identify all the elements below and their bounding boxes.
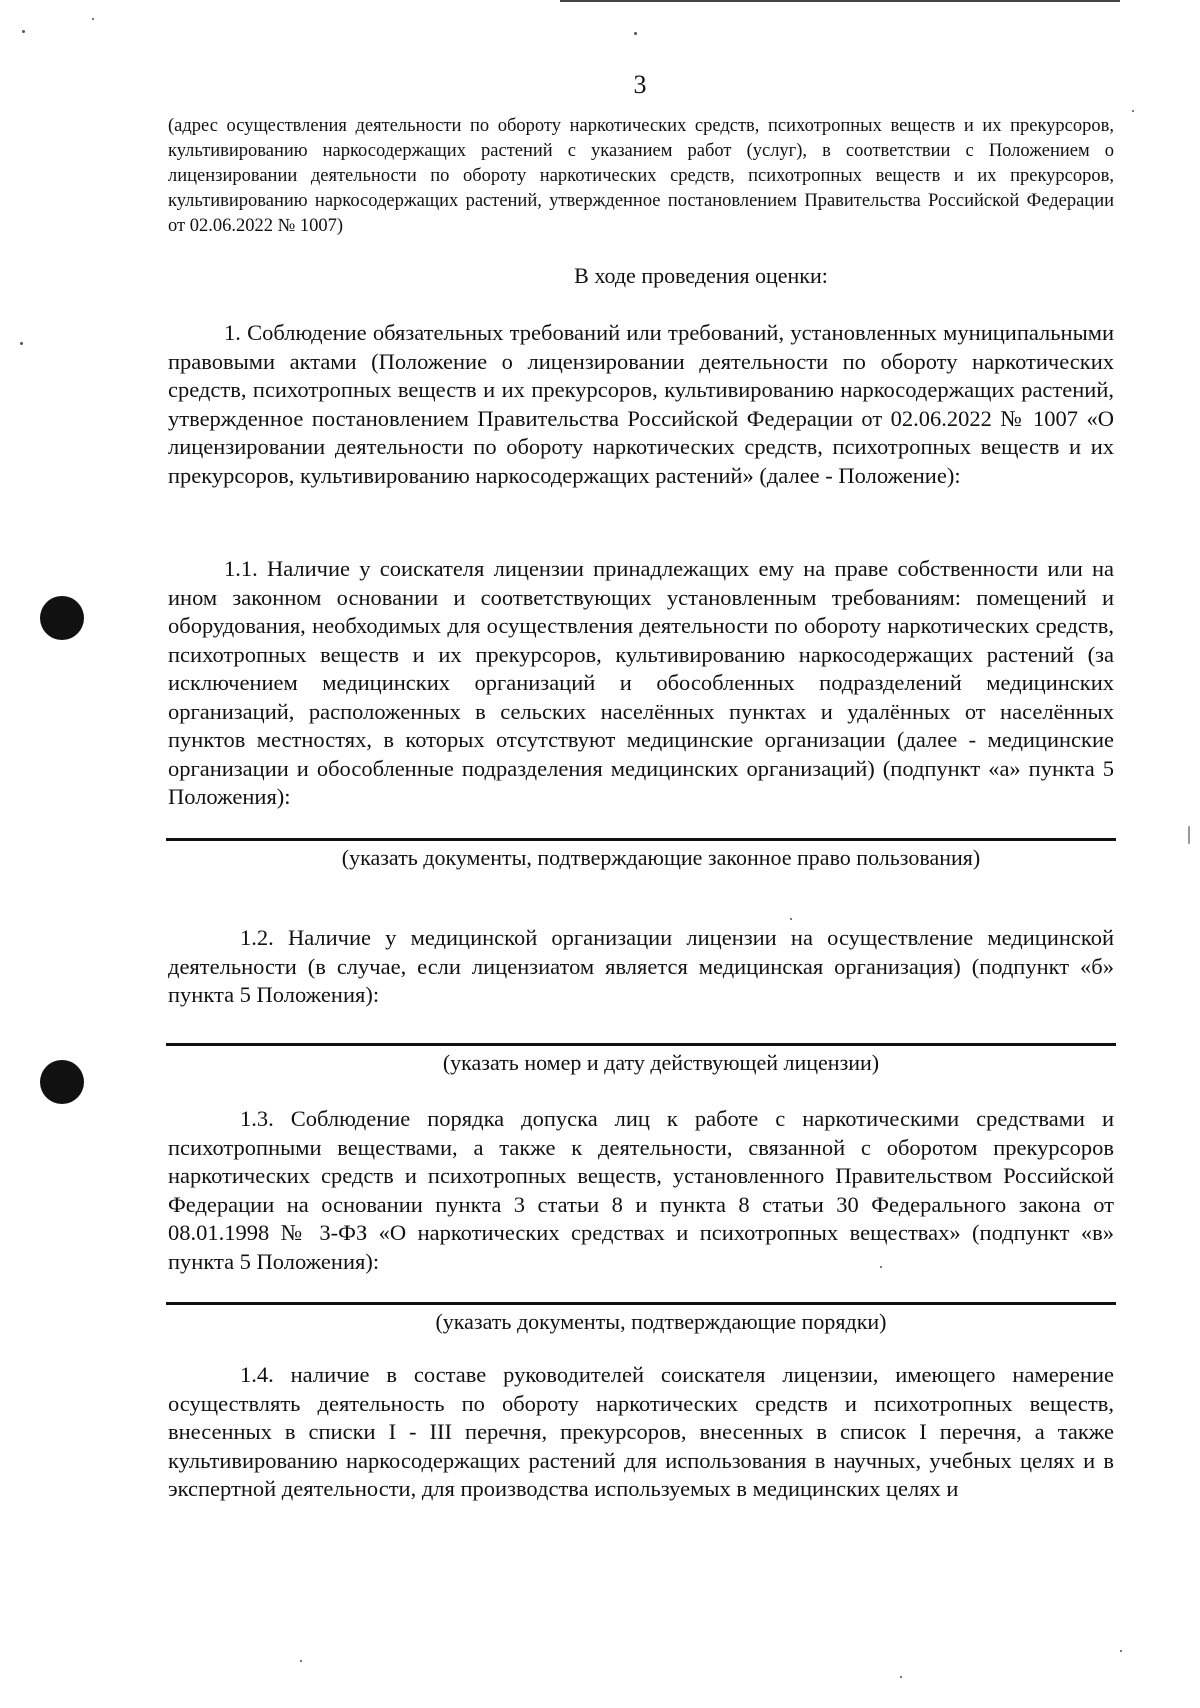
scan-speck [790, 918, 792, 920]
fill-in-line [166, 1302, 1116, 1305]
paragraph-1-text: 1. Соблюдение обязательных требований или требований, установленных муниципальными правовыми актами (Положение о лицензировании деятельности по обороту наркотических средств, психотропных веществ и их прекурсоров, культивированию наркосодержащих растений, утвержденное постановлением Правительства Российской Федерации от 02.06.2022 № 1007 «О лицензировании деятельности по обороту наркотических средств, психотропных веществ и их прекурсоров, культивированию наркосодержащих растений» (далее - Положение): [168, 320, 1114, 488]
scan-speck [300, 1660, 302, 1662]
paragraph-1-4-text: 1.4. наличие в составе руководителей соискателя лицензии, имеющего намерение осуществлять деятельность по обороту наркотических средств и психотропных веществ, внесенных в списки I - III перечня, прекурсоров, внесенных в список I перечня, а также культивированию наркосодержащих растений для использования в научных, учебных целях и в экспертной деятельности, для производства используемых в медицинских целях и [168, 1362, 1114, 1501]
fill-in-line [166, 838, 1116, 841]
punch-hole [40, 1060, 84, 1104]
scan-speck [1188, 826, 1190, 844]
fill-in-caption-1-2: (указать номер и дату действующей лицензии) [442, 1050, 880, 1075]
fill-in-line [166, 1043, 1116, 1046]
paragraph-1 [168, 319, 1114, 490]
scan-speck [22, 30, 25, 33]
scan-speck [92, 18, 94, 20]
paragraph-1-3 [168, 1105, 1114, 1276]
scan-speck [20, 342, 23, 345]
paragraph-1-1-text: 1.1. Наличие у соискателя лицензии принадлежащих ему на праве собственности или на ином законном основании и соответствующих установленным требованиям: помещений и оборудования, необходимых для осуществления деятельности по обороту наркотических средств, психотропных веществ и их прекурсоров, культивированию наркосодержащих растений (за исключением медицинских организаций и обособленных подразделений медицинских организаций, расположенных в сельских населённых пунктах и удалённых от населённых пунктов местностях, в которых отсутствуют медицинские организации (далее - медицинские организации и обособленные подразделения медицинских организаций) (подпункт «а» пункта 5 Положения): [168, 556, 1114, 809]
scan-speck [880, 1266, 882, 1268]
address-note: (адрес осуществления деятельности по обороту наркотических средств, психотропных веществ и их прекурсоров, культивированию наркосодержащих растений с указанием работ (услуг), в соответствии с Положением о лицензировании деятельности по обороту наркотических средств, психотропных веществ и их прекурсоров, культивированию наркосодержащих растений, утвержденное постановлением Правительства Российской Федерации от 02.06.2022 № 1007) [168, 116, 1114, 236]
paragraph-1-4 [168, 1361, 1114, 1504]
scan-speck [1132, 110, 1134, 112]
fill-in-caption-1-1: (указать документы, подтверждающие законное право пользования) [341, 845, 981, 870]
punch-hole [40, 596, 84, 640]
page-number: 3 [633, 70, 647, 99]
section-heading: В ходе проведения оценки: [574, 263, 828, 288]
scan-speck [1120, 1650, 1122, 1652]
paragraph-1-1 [168, 555, 1114, 812]
paragraph-1-2-text: 1.2. Наличие у медицинской организации лицензии на осуществление медицинской деятельности (в случае, если лицензиатом является медицинская организация) (подпункт «б» пункта 5 Положения): [168, 925, 1114, 1007]
scan-speck [634, 32, 637, 35]
scan-edge-line [560, 0, 1120, 2]
fill-in-caption-1-3: (указать документы, подтверждающие порядки) [435, 1309, 887, 1334]
paragraph-1-2 [168, 924, 1114, 1010]
scan-speck [900, 1676, 902, 1678]
paragraph-1-3-text: 1.3. Соблюдение порядка допуска лиц к работе с наркотическими средствами и психотропными веществами, а также к деятельности, связанной с оборотом прекурсоров наркотических средств и психотропных веществ, установленного Правительством Российской Федерации на основании пункта 3 статьи 8 и пункта 8 статьи 30 Федерального закона от 08.01.1998 № 3-ФЗ «О наркотических средствах и психотропных веществах» (подпункт «в» пункта 5 Положения): [168, 1106, 1114, 1274]
